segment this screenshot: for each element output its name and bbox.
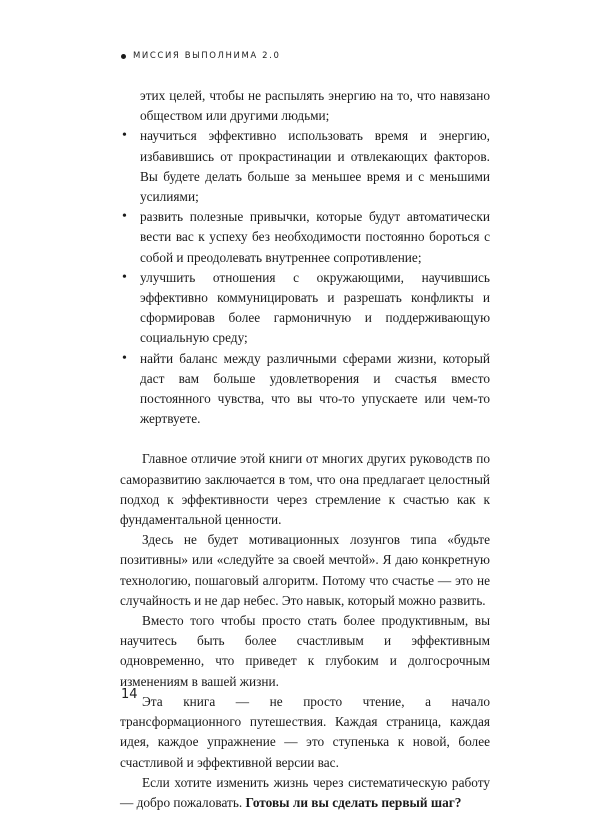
running-header: [121, 51, 280, 61]
page-number: 14: [121, 687, 138, 702]
list-item-text: найти баланс между различными сферами жизни, который даст вам больше удовлетворения и счастья вместо постоянного чувства, что вы что-то упускаете или чем-то жертвуете.: [140, 350, 490, 427]
final-question: Готовы ли вы сделать первый шаг?: [245, 794, 462, 810]
list-item-text: научиться эффективно использовать время и энергию, избавившись от прокрастинации и отвлекающих факторов. Вы будете делать больше за меньшее время и с меньшими усилиями;: [140, 128, 490, 205]
paragraph: Здесь не будет мотивационных лозунгов типа «будьте позитивны» или «следуйте за своей мечтой». Я даю конкретную технологию, пошаговый алгоритм. Потому что счастье — это не случайность и не дар небес. Это навык, который можно развить.: [120, 532, 490, 608]
paragraph: Главное отличие этой книги от многих других руководств по саморазвитию заключается в том, что она предлагает целостный подход к эффективности через стремление к счастью как к фундаментальной ценности.: [120, 451, 490, 528]
paragraph: Вместо того чтобы просто стать более продуктивным, вы научитесь быть более счастливым и эффективным одновременно, что приведет к глубоким и долгосрочным изменениям в вашей жизни.: [120, 613, 490, 689]
list-item: [120, 126, 490, 207]
section-spacer: [120, 429, 490, 449]
continuation-text: этих целей, чтобы не распылять энергию на то, что навязано обществом или другими людьми;: [140, 88, 490, 124]
list-item-text: улучшить отношения с окружающими, научившись эффективно коммуницировать и разрешать конфликты и сформировав более гармоничную и поддерживающую социальную среду;: [140, 269, 490, 346]
bullet-icon: •: [122, 350, 127, 366]
list-item-text: развить полезные привычки, которые будут автоматически вести вас к успеху без необходимости постоянно бороться с собой и преодолевать внутреннее сопротивление;: [140, 209, 490, 265]
paragraph: Эта книга — не просто чтение, а начало трансформационного путешествия. Каждая страница, каждая идея, каждое упражнение — это ступенька к новой, более счастливой и эффективной версии вас.: [120, 693, 490, 770]
final-paragraph: [120, 773, 490, 813]
page-body: [120, 86, 490, 813]
bullet-icon: •: [122, 209, 127, 225]
bullet-icon: •: [122, 269, 127, 285]
final-paragraph-text: Если хотите изменить жизнь через систематическую работу — добро пожаловать.: [120, 774, 490, 810]
bullet-list: [120, 126, 490, 429]
list-item: [120, 349, 490, 430]
list-item: [120, 268, 490, 349]
bullet-icon: •: [122, 128, 127, 144]
running-title: МИССИЯ ВЫПОЛНИМА 2.0: [133, 51, 281, 61]
list-item: [120, 207, 490, 268]
header-bullet-icon: [121, 54, 126, 59]
